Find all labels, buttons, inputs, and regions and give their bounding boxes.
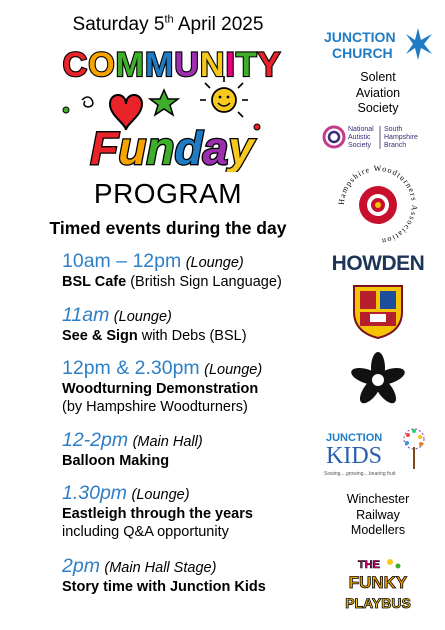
howden-logo xyxy=(318,250,438,274)
dot-icon xyxy=(63,107,69,113)
funky-playbus-logo xyxy=(318,552,438,614)
junction-kids-logo xyxy=(318,425,438,480)
event-title: Balloon Making xyxy=(62,453,170,469)
solent-line: Solent xyxy=(360,70,396,84)
national-autistic-society-logo xyxy=(318,123,438,151)
event-item xyxy=(62,357,332,416)
star-icon xyxy=(150,90,178,115)
winchester-line: Winchester xyxy=(346,492,410,506)
nas-branch-text: Branch xyxy=(384,142,407,149)
junction-kids-line1: JUNCTION xyxy=(326,432,383,444)
solent-line: Aviation xyxy=(355,85,401,100)
woodturners-ring-text: Hampshire Woodturners Association xyxy=(336,165,420,245)
star-burst-icon xyxy=(406,28,432,60)
winchester-line: Modellers xyxy=(350,523,406,537)
logo-word-community: COMMUNITY xyxy=(62,46,282,84)
community-funday-logo xyxy=(52,42,292,172)
event-title: Woodturning Demonstration xyxy=(62,381,259,397)
event-item xyxy=(62,304,332,345)
winchester-line: Railway xyxy=(356,507,400,522)
junction-church-line1: JUNCTION xyxy=(324,29,396,45)
nas-text: Autistic xyxy=(348,134,371,141)
funky-line3: PLAYBUS xyxy=(345,595,411,611)
event-title: Eastleigh through the years xyxy=(62,506,253,522)
dot-icon xyxy=(254,124,260,130)
junction-church-logo xyxy=(318,24,438,66)
nas-text: Society xyxy=(348,142,371,149)
logo-word-funday: Funday xyxy=(90,122,254,172)
event-time: 1.30pm xyxy=(62,482,128,504)
event-location: (Lounge) xyxy=(185,255,244,271)
junction-kids-tagline: Sowing....growing....bearing fruit xyxy=(324,471,396,477)
event-time: 12pm & 2.30pm xyxy=(62,357,200,379)
solent-line: Society xyxy=(357,101,399,115)
nas-swirl-icon xyxy=(324,127,344,147)
event-item xyxy=(62,555,332,596)
hampshire-woodturners-logo xyxy=(318,165,438,245)
event-location: (Main Hall Stage) xyxy=(104,560,217,576)
howden-text: HOWDEN xyxy=(331,252,425,274)
tudor-rose-icon xyxy=(359,186,397,224)
event-time: 11am xyxy=(62,304,110,326)
nas-branch-text: Hampshire xyxy=(384,134,418,141)
tree-icon xyxy=(404,429,424,469)
event-item xyxy=(62,250,332,291)
borough-crest-icon xyxy=(318,282,438,340)
winchester-railway-modellers xyxy=(318,492,438,539)
event-location: (Main Hall) xyxy=(132,434,203,450)
event-item xyxy=(62,429,332,470)
event-time: 2pm xyxy=(62,555,100,577)
nas-text: National xyxy=(348,126,374,133)
hands-logo-icon xyxy=(318,350,438,410)
junction-kids-line2: KIDS xyxy=(326,443,383,469)
event-date: Saturday 5th April 2025 xyxy=(72,13,264,35)
swirl-icon xyxy=(82,97,93,107)
event-subtitle: (by Hampshire Woodturners) xyxy=(62,399,248,415)
event-subtitle: including Q&A opportunity xyxy=(62,524,229,540)
timed-events-heading: Timed events during the day xyxy=(49,218,287,238)
event-title: BSL Cafe xyxy=(62,274,127,290)
nas-branch-text: South xyxy=(384,126,403,133)
event-note: with Debs (BSL) xyxy=(137,328,247,344)
funky-line2: FUNKY xyxy=(348,573,408,592)
event-title: See & Sign xyxy=(62,328,138,344)
junction-church-line2: CHURCH xyxy=(332,45,393,61)
event-title: Story time with Junction Kids xyxy=(62,579,266,595)
solent-aviation-society xyxy=(318,70,438,117)
event-location: (Lounge) xyxy=(204,362,263,378)
event-time: 10am – 12pm xyxy=(62,250,182,272)
event-note: (British Sign Language) xyxy=(126,274,282,290)
event-item xyxy=(62,482,332,541)
event-location: (Lounge) xyxy=(131,487,190,503)
funky-line1: THE xyxy=(358,559,380,571)
event-time: 12-2pm xyxy=(62,429,129,451)
program-heading: PROGRAM xyxy=(93,178,243,209)
event-location: (Lounge) xyxy=(113,309,172,325)
